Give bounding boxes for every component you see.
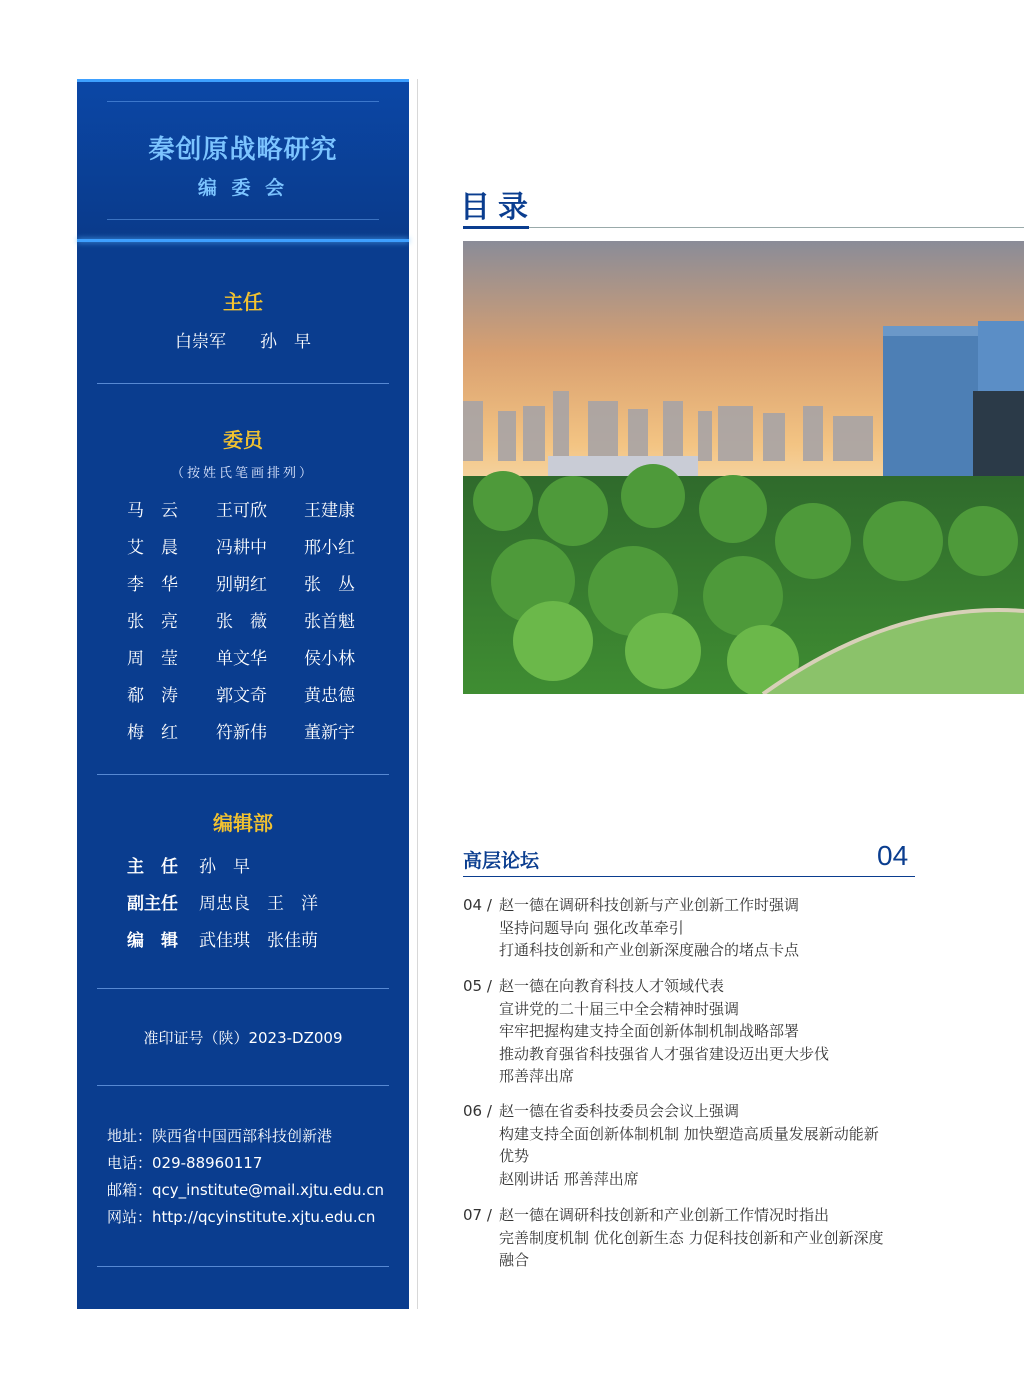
member-row <box>127 496 397 520</box>
member-name: 梅 红 <box>127 723 178 743</box>
header-bottom-line <box>77 239 409 242</box>
member-name: 张 亮 <box>127 612 178 632</box>
header-deco-line <box>107 219 379 220</box>
entry-page: 04 / <box>463 896 492 914</box>
contact-website: 网站：http://qcyinstitute.xjtu.edu.cn <box>107 1208 376 1226</box>
cover-photo-city-skyline <box>463 241 1024 694</box>
editorial-names: 周忠良 王 洋 <box>199 894 318 914</box>
member-name: 艾 晨 <box>127 538 178 558</box>
section-rule <box>463 876 915 877</box>
member-name: 周 莹 <box>127 649 178 669</box>
member-name: 王建康 <box>304 501 355 521</box>
member-name: 符新伟 <box>216 723 267 743</box>
skyline-illustration <box>463 241 1024 694</box>
contact-phone: 电话：029-88960117 <box>107 1154 263 1172</box>
entry-line: 完善制度机制 优化创新生态 力促科技创新和产业创新深度 <box>499 1228 884 1247</box>
entry-line: 推动教育强省科技强省人才强省建设迈出更大步伐 <box>499 1044 830 1063</box>
member-name: 侯小林 <box>304 649 355 669</box>
member-name: 郗 涛 <box>127 686 178 706</box>
entry-line: 赵一德在调研科技创新和产业创新工作情况时指出 <box>499 1206 830 1224</box>
member-name: 邢小红 <box>304 538 355 558</box>
member-name: 郭文奇 <box>216 686 267 706</box>
editorial-board-panel <box>77 79 409 1309</box>
member-row <box>127 607 397 631</box>
header-deco-line <box>107 101 379 102</box>
entry-page: 07 / <box>463 1206 492 1224</box>
member-name: 张首魁 <box>304 612 355 632</box>
entry-line: 宣讲党的二十届三中全会精神时强调 <box>499 999 740 1018</box>
toc-rule <box>529 227 1024 228</box>
toc-title-underline <box>463 226 529 229</box>
board-subtitle: 编 委 会 <box>197 177 289 199</box>
member-row <box>127 681 397 705</box>
entry-line: 构建支持全面创新体制机制 加快塑造高质量发展新动能新 <box>499 1124 879 1143</box>
members-heading: 委员 <box>223 428 263 452</box>
director-names: 白崇军 孙 早 <box>175 332 311 352</box>
editorial-names: 孙 早 <box>199 857 250 877</box>
contact-email: 邮箱：qcy_institute@mail.xjtu.edu.cn <box>107 1181 385 1199</box>
director-heading: 主任 <box>223 290 263 314</box>
member-row <box>127 718 397 742</box>
contact-address: 地址：陕西省中国西部科技创新港 <box>107 1127 333 1145</box>
member-name: 别朝红 <box>216 575 267 595</box>
member-name: 张 丛 <box>304 575 355 595</box>
page-divider <box>417 79 418 1309</box>
editorial-role: 主 任 <box>127 857 178 877</box>
editorial-row <box>127 852 250 877</box>
member-row <box>127 533 397 557</box>
header-top-line <box>77 79 409 82</box>
members-note: （按姓氏笔画排列） <box>170 466 315 481</box>
editorial-role: 副主任 <box>127 894 178 914</box>
entry-line: 赵一德在省委科技委员会会议上强调 <box>499 1102 740 1120</box>
section-title: 高层论坛 <box>463 850 540 872</box>
member-name: 马 云 <box>127 501 178 521</box>
editorial-row <box>127 889 318 914</box>
member-name: 单文华 <box>216 649 267 669</box>
member-name: 李 华 <box>127 575 178 595</box>
entry-line: 坚持问题导向 强化改革牵引 <box>499 918 684 937</box>
toc-title: 目录 <box>460 190 536 225</box>
divider <box>97 1085 389 1086</box>
member-row <box>127 644 397 668</box>
entry-line: 优势 <box>499 1147 530 1165</box>
entry-line: 赵一德在调研科技创新与产业创新工作时强调 <box>499 896 800 914</box>
member-name: 张 薇 <box>216 612 267 632</box>
editorial-row <box>127 926 318 951</box>
entry-line: 邢善萍出席 <box>499 1067 575 1085</box>
entry-page: 06 / <box>463 1102 492 1120</box>
entry-line: 融合 <box>499 1251 530 1269</box>
member-name: 黄忠德 <box>304 686 355 706</box>
editorial-names: 武佳琪 张佳萌 <box>199 931 318 951</box>
divider <box>97 1266 389 1267</box>
divider <box>97 774 389 775</box>
member-name: 董新宇 <box>304 723 355 743</box>
entry-page: 05 / <box>463 977 492 995</box>
section-page-number: 04 <box>877 840 909 871</box>
board-header <box>77 79 409 244</box>
journal-title: 秦创原战略研究 <box>148 135 338 165</box>
print-license: 准印证号（陕）2023-DZ009 <box>143 1029 343 1047</box>
entry-line: 打通科技创新和产业创新深度融合的堵点卡点 <box>499 941 800 959</box>
entry-line: 赵一德在向教育科技人才领域代表 <box>499 977 725 995</box>
editorial-heading: 编辑部 <box>213 811 273 835</box>
member-name: 王可欣 <box>216 501 267 521</box>
divider <box>97 988 389 989</box>
member-name: 冯耕中 <box>216 538 267 558</box>
editorial-role: 编 辑 <box>127 931 178 951</box>
member-row <box>127 570 397 594</box>
entry-line: 赵刚讲话 邢善萍出席 <box>499 1169 639 1188</box>
entry-line: 牢牢把握构建支持全面创新体制机制战略部署 <box>499 1022 800 1040</box>
divider <box>97 383 389 384</box>
